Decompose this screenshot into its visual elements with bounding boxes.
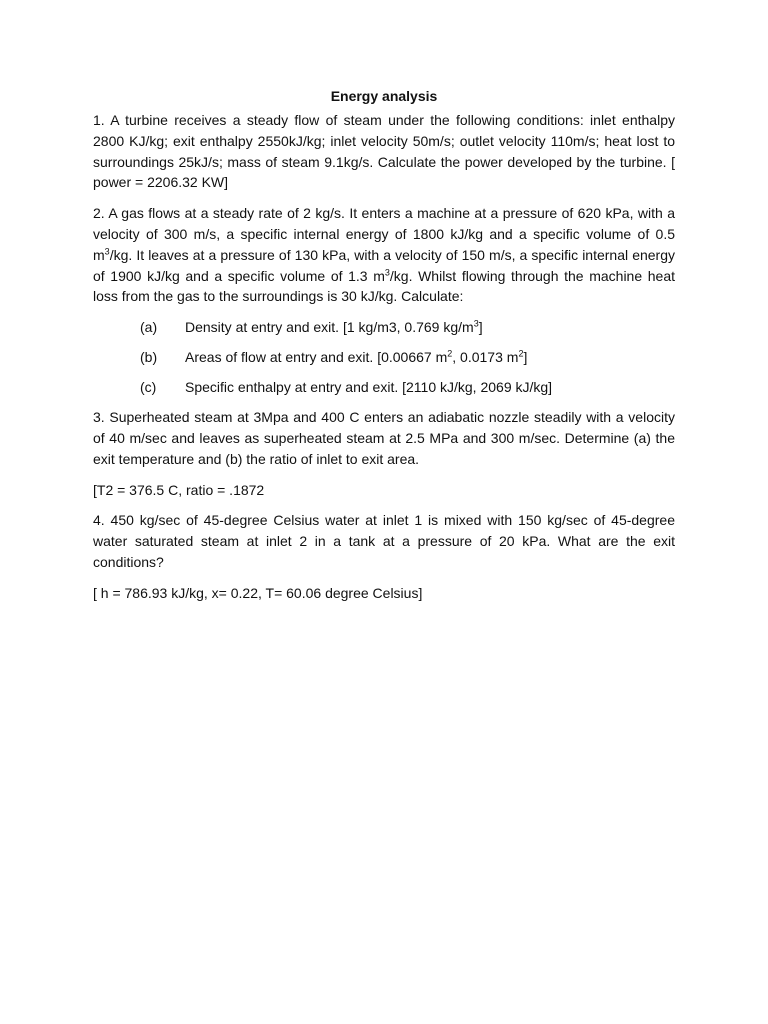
item-label: (c)	[140, 379, 157, 396]
item-text	[185, 317, 675, 337]
question-4-answer: [ h = 786.93 kJ/kg, x= 0.22, T= 60.06 degree Celsius]	[93, 584, 423, 601]
document-page	[93, 86, 675, 614]
item-superscript-a: 3	[473, 318, 479, 329]
question-3-answer: [T2 = 376.5 C, ratio = .1872	[93, 481, 265, 498]
question-2-superscript-2: 3	[384, 266, 390, 277]
question-2-text-part-2: /kg. It leaves at a pressure of 130 kPa, with a velocity of 150 m/s, a specific internal energy of 1900 kJ/kg and a specific volume of 1.3 m	[93, 246, 675, 284]
question-2-sub-list	[93, 317, 675, 397]
item-text-a: Areas of flow at entry and exit. [0.00667 m	[185, 349, 448, 366]
item-label: (b)	[140, 349, 158, 366]
question-2-item-c	[93, 377, 675, 397]
question-2-item-a	[93, 317, 675, 337]
question-1: 1. A turbine receives a steady flow of steam under the following conditions: inlet enthalpy 2800 KJ/kg; exit enthalpy 2550kJ/kg; inlet velocity 50m/s; outlet velocity 110m/s; heat lost to surroundings 25kJ/s; mass of steam 9.1kg/s. Calculate the power developed by the turbine. [ power = 2206.32 KW]	[93, 112, 675, 191]
item-label: (a)	[140, 319, 158, 336]
question-2-text-part-1: 2. A gas flows at a steady rate of 2 kg/s. It enters a machine at a pressure of 620 kPa, with a velocity of 300 m/s, a specific internal energy of 1800 kJ/kg and a specific volume of 0.5 m	[93, 205, 675, 263]
item-text: Specific enthalpy at entry and exit. [2110 kJ/kg, 2069 kJ/kg]	[185, 379, 553, 396]
item-text-a: Density at entry and exit. [1 kg/m3, 0.769 kg/m	[185, 319, 474, 336]
item-superscript-b: 2	[518, 348, 524, 359]
question-3: 3. Superheated steam at 3Mpa and 400 C enters an adiabatic nozzle steadily with a velocity of 40 m/sec and leaves as superheated steam at 2.5 MPa and 300 m/sec. Determine (a) the exit temperature and (b) the ratio of inlet to exit area.	[93, 409, 675, 467]
item-text	[185, 347, 675, 367]
question-2	[93, 203, 675, 307]
document-title: Energy analysis	[330, 88, 438, 104]
question-2-superscript-1: 3	[104, 246, 110, 257]
question-4: 4. 450 kg/sec of 45-degree Celsius water at inlet 1 is mixed with 150 kg/sec of 45-degree water saturated steam at inlet 2 in a tank at a pressure of 20 kPa. What are the exit conditions?	[93, 512, 675, 570]
item-superscript-a: 2	[447, 348, 453, 359]
question-2-text-part-3: /kg. Whilst flowing through the machine heat loss from the gas to the surroundings is 30 kJ/kg. Calculate:	[93, 267, 675, 305]
question-2-item-b	[93, 347, 675, 367]
item-text-b: , 0.0173 m	[452, 349, 519, 366]
item-text-b: ]	[478, 319, 483, 336]
item-text-c: ]	[523, 349, 528, 366]
